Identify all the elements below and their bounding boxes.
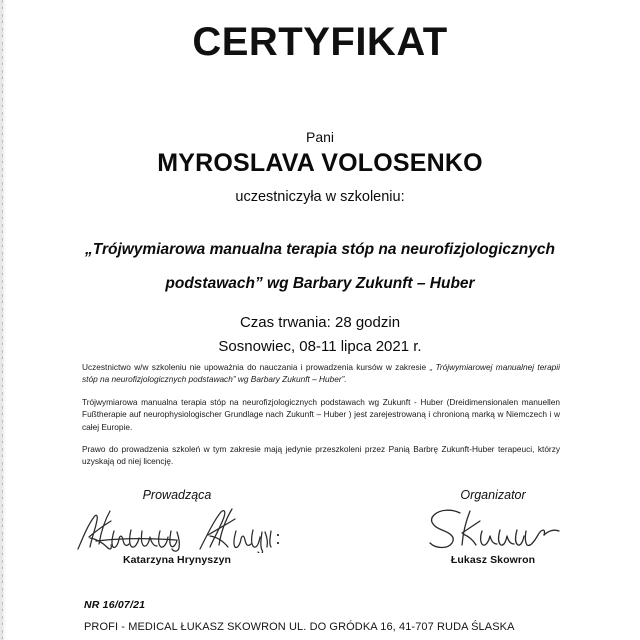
place-and-date: Sosnowiec, 08-11 lipca 2021 r.	[218, 338, 422, 355]
signature-block-instructor	[62, 487, 292, 567]
salutation-text: Pani	[305, 129, 335, 145]
certificate-number: NR 16/07/21	[84, 599, 146, 611]
legal-paragraph-1-italic: Trójwymiarowej manualnej terapii stóp na neurofizjologicznych podstawach” wg Barbary Zukunft – Huber”.	[82, 362, 560, 385]
course-title-line-2: podstawach” wg Barbary Zukunft – Huber	[165, 275, 475, 292]
course-title-line-1: „Trójwymiarowa manualna terapia stóp na neurofizjologicznych	[85, 241, 555, 258]
legal-paragraph-1	[82, 361, 560, 386]
handwritten-signature-icon	[378, 505, 608, 553]
legal-paragraph-2: Trójwymiarowa manualna terapia stóp na neurofizjologicznych podstawach wg Zukunft - Huber (Dreidimensionalen manuellen Fußtherapie auf neurophysiologischer Grundlage nach Zukunft – Huber ) jest zarejestrowaną i chronioną marką w Niemczech i w całej Europie.	[82, 396, 560, 432]
signature-block-organizer	[378, 487, 608, 567]
legal-paragraph-1-regular: Uczestnictwo w/w szkoleniu nie upoważnia do nauczania i prowadzenia kursów w zakresie „	[82, 362, 436, 372]
legal-body-text	[82, 361, 560, 468]
course-duration: Czas trwania: 28 godzin	[239, 314, 401, 331]
page-title: CERTYFIKAT	[192, 20, 448, 64]
signature-name: Katarzyna Hrynyszyn	[122, 554, 232, 566]
signature-name: Łukasz Skowron	[450, 554, 536, 566]
signature-role-label: Organizator	[460, 488, 526, 502]
participation-line: uczestniczyła w szkoleniu:	[235, 189, 405, 205]
course-title	[70, 233, 570, 301]
legal-paragraph-3: Prawo do prowadzenia szkoleń w tym zakresie mają jedynie przeszkoleni przez Panią Barbrę Zukunft-Huber terapeuci, którzy uzyskają od niej licencję.	[82, 444, 560, 467]
signature-role-label: Prowadząca	[142, 488, 212, 502]
handwritten-signature-icon	[62, 505, 292, 553]
signature-area	[0, 487, 640, 582]
issuer-address: PROFI - MEDICAL ŁUKASZ SKOWRON UL. DO GRÓDKA 16, 41-707 RUDA ŚLASKA	[84, 621, 515, 633]
recipient-name: MYROSLAVA VOLOSENKO	[157, 149, 483, 177]
